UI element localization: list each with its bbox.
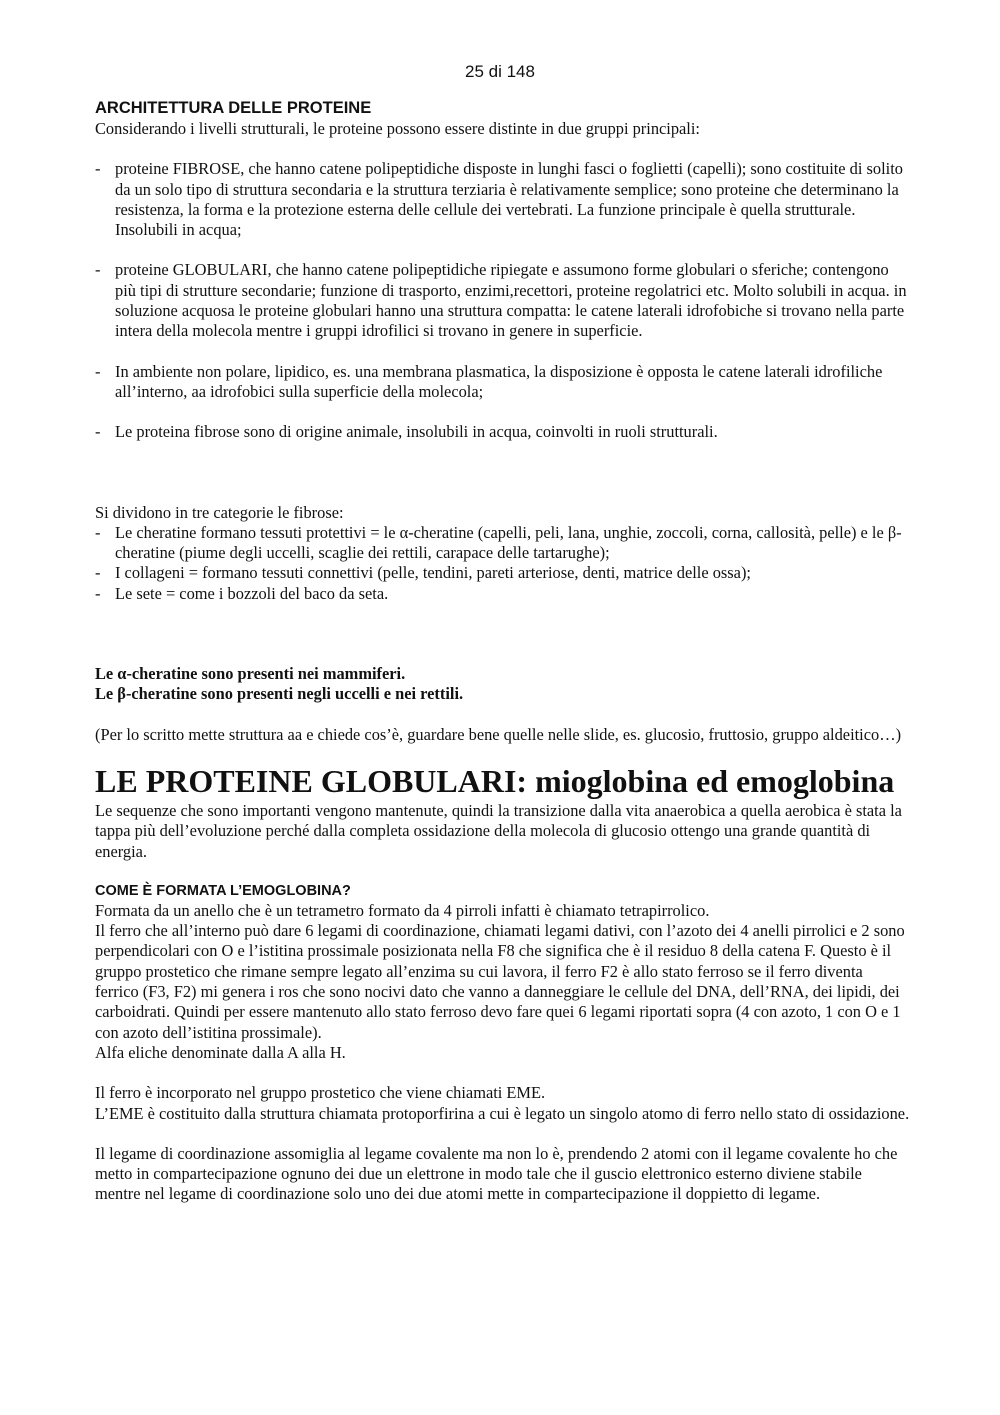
list-item: - proteine FIBROSE, che hanno catene polipeptidiche disposte in lunghi fasci o foglietti (capelli); sono costituite di solito da un solo tipo di struttura secondaria e la struttura terziaria è relativamente semplice; sono proteine che determinano la resistenza, la forma e la protezione esterna delle cellule dei vertebrati. La funzione principale è quella strutturale. Insolubili in acqua; <box>95 159 903 240</box>
list-item: - proteine GLOBULARI, che hanno catene polipeptidiche ripiegate e assumono forme globulari o sferiche; contengono più tipi di strutture secondarie; funzione di trasporto, enzimi,recettori, proteine regolatrici etc. Molto solubili in acqua. in soluzione acquosa le proteine globulari hanno una struttura compatta: le catene laterali idrofobiche si trovano nella parte intera della molecola mentre i gruppi idrofilici si trovano in genere in superficie. <box>95 260 907 341</box>
list-item: - In ambiente non polare, lipidico, es. una membrana plasmatica, la disposizione è opposta le catene laterali idrofiliche all’interno, aa idrofobici sulla superficie della molecola; <box>95 361 883 401</box>
bold-note-alpha: Le α-cheratine sono presenti nei mammiferi. <box>95 664 406 684</box>
intro-paragraph: Considerando i livelli strutturali, le proteine possono essere distinte in due gruppi principali: <box>95 119 700 138</box>
exam-note: (Per lo scritto mette struttura aa e chiede cos’è, guardare bene quelle nelle slide, es. glucosio, fruttosio, gruppo aldeitico…) <box>95 724 902 744</box>
paragraph: L’EME è costituito dalla struttura chiamata protoporfirina a cui è legato un singolo atomo di ferro nello stato di ossidazione. <box>95 1103 910 1123</box>
paragraph: Alfa eliche denominate dalla A alla H. <box>95 1042 346 1062</box>
category-item: - Le cheratine formano tessuti protettivi = le α-cheratine (capelli, peli, lana, unghie, zoccoli, corna, callosità, pelle) e le β-cheratine (piume degli uccelli, scaglie dei rettili, carapace delle tartarughe); <box>95 522 902 563</box>
section-title-globular: LE PROTEINE GLOBULARI: mioglobina ed emoglobina <box>95 762 895 799</box>
categories-intro: Si dividono in tre categorie le fibrose: <box>95 502 344 522</box>
paragraph: Il ferro è incorporato nel gruppo prostetico che viene chiamati EME. <box>95 1083 546 1103</box>
globular-intro: Le sequenze che sono importanti vengono mantenute, quindi la transizione dalla vita anaerobica a quella aerobica è stata la tappa più dell’evoluzione perché dalla completa ossidazione della molecola di glucosio ottengo una grande quantità di energia. <box>95 800 902 861</box>
paragraph: Il legame di coordinazione assomiglia al legame covalente ma non lo è, prendendo 2 atomi con il legame covalente ho che metto in compartecipazione ognuno dei due un elettrone in modo tale che il guscio elettronico esterno diviene stabile mentre nel legame di coordinazione solo uno dei due atomi mette in compartecipazione il doppietto di legame. <box>95 1143 898 1204</box>
bold-note-beta: Le β-cheratine sono presenti negli uccelli e nei rettili. <box>95 684 464 704</box>
category-item: - Le sete = come i bozzoli del baco da seta. <box>95 583 389 603</box>
paragraph: Formata da un anello che è un tetrametro formato da 4 pirroli infatti è chiamato tetrapirrolico. <box>95 900 710 920</box>
page-content <box>95 98 910 1205</box>
subtitle-hemoglobin: COME È FORMATA L’EMOGLOBINA? <box>95 882 351 899</box>
section-title-architecture: ARCHITETTURA DELLE PROTEINE <box>95 99 372 117</box>
category-item: - I collageni = formano tessuti connettivi (pelle, tendini, pareti arteriose, denti, matrice delle ossa); <box>95 563 751 583</box>
list-item: - Le proteina fibrose sono di origine animale, insolubili in acqua, coinvolti in ruoli strutturali. <box>95 422 718 442</box>
paragraph: Il ferro che all’interno può dare 6 legami di coordinazione, chiamati legami dativi, con l’azoto dei 4 anelli pirrolici e 2 sono perpendicolari con O e l’istitina prossimale posizionata nella F8 che significa che è il residuo 8 della catena F. Questo è il gruppo prostetico che rimane sempre legato all’enzima su cui lavora, il ferro F2 è allo stato ferroso se il ferro diventa ferrico (F3, F2) mi genera i ros che sono nocivi dato che vanno a danneggiare le cellule del DNA, dell’RNA, dei lipidi, dei carboidrati. Quindi per essere mantenuto allo stato ferroso devo fare quei 6 legami riportati sopra (4 con azoto, 1 con O e 1 con azoto dell’istitina prossimale). <box>95 921 905 1042</box>
page-number: 25 di 148 <box>465 62 535 81</box>
